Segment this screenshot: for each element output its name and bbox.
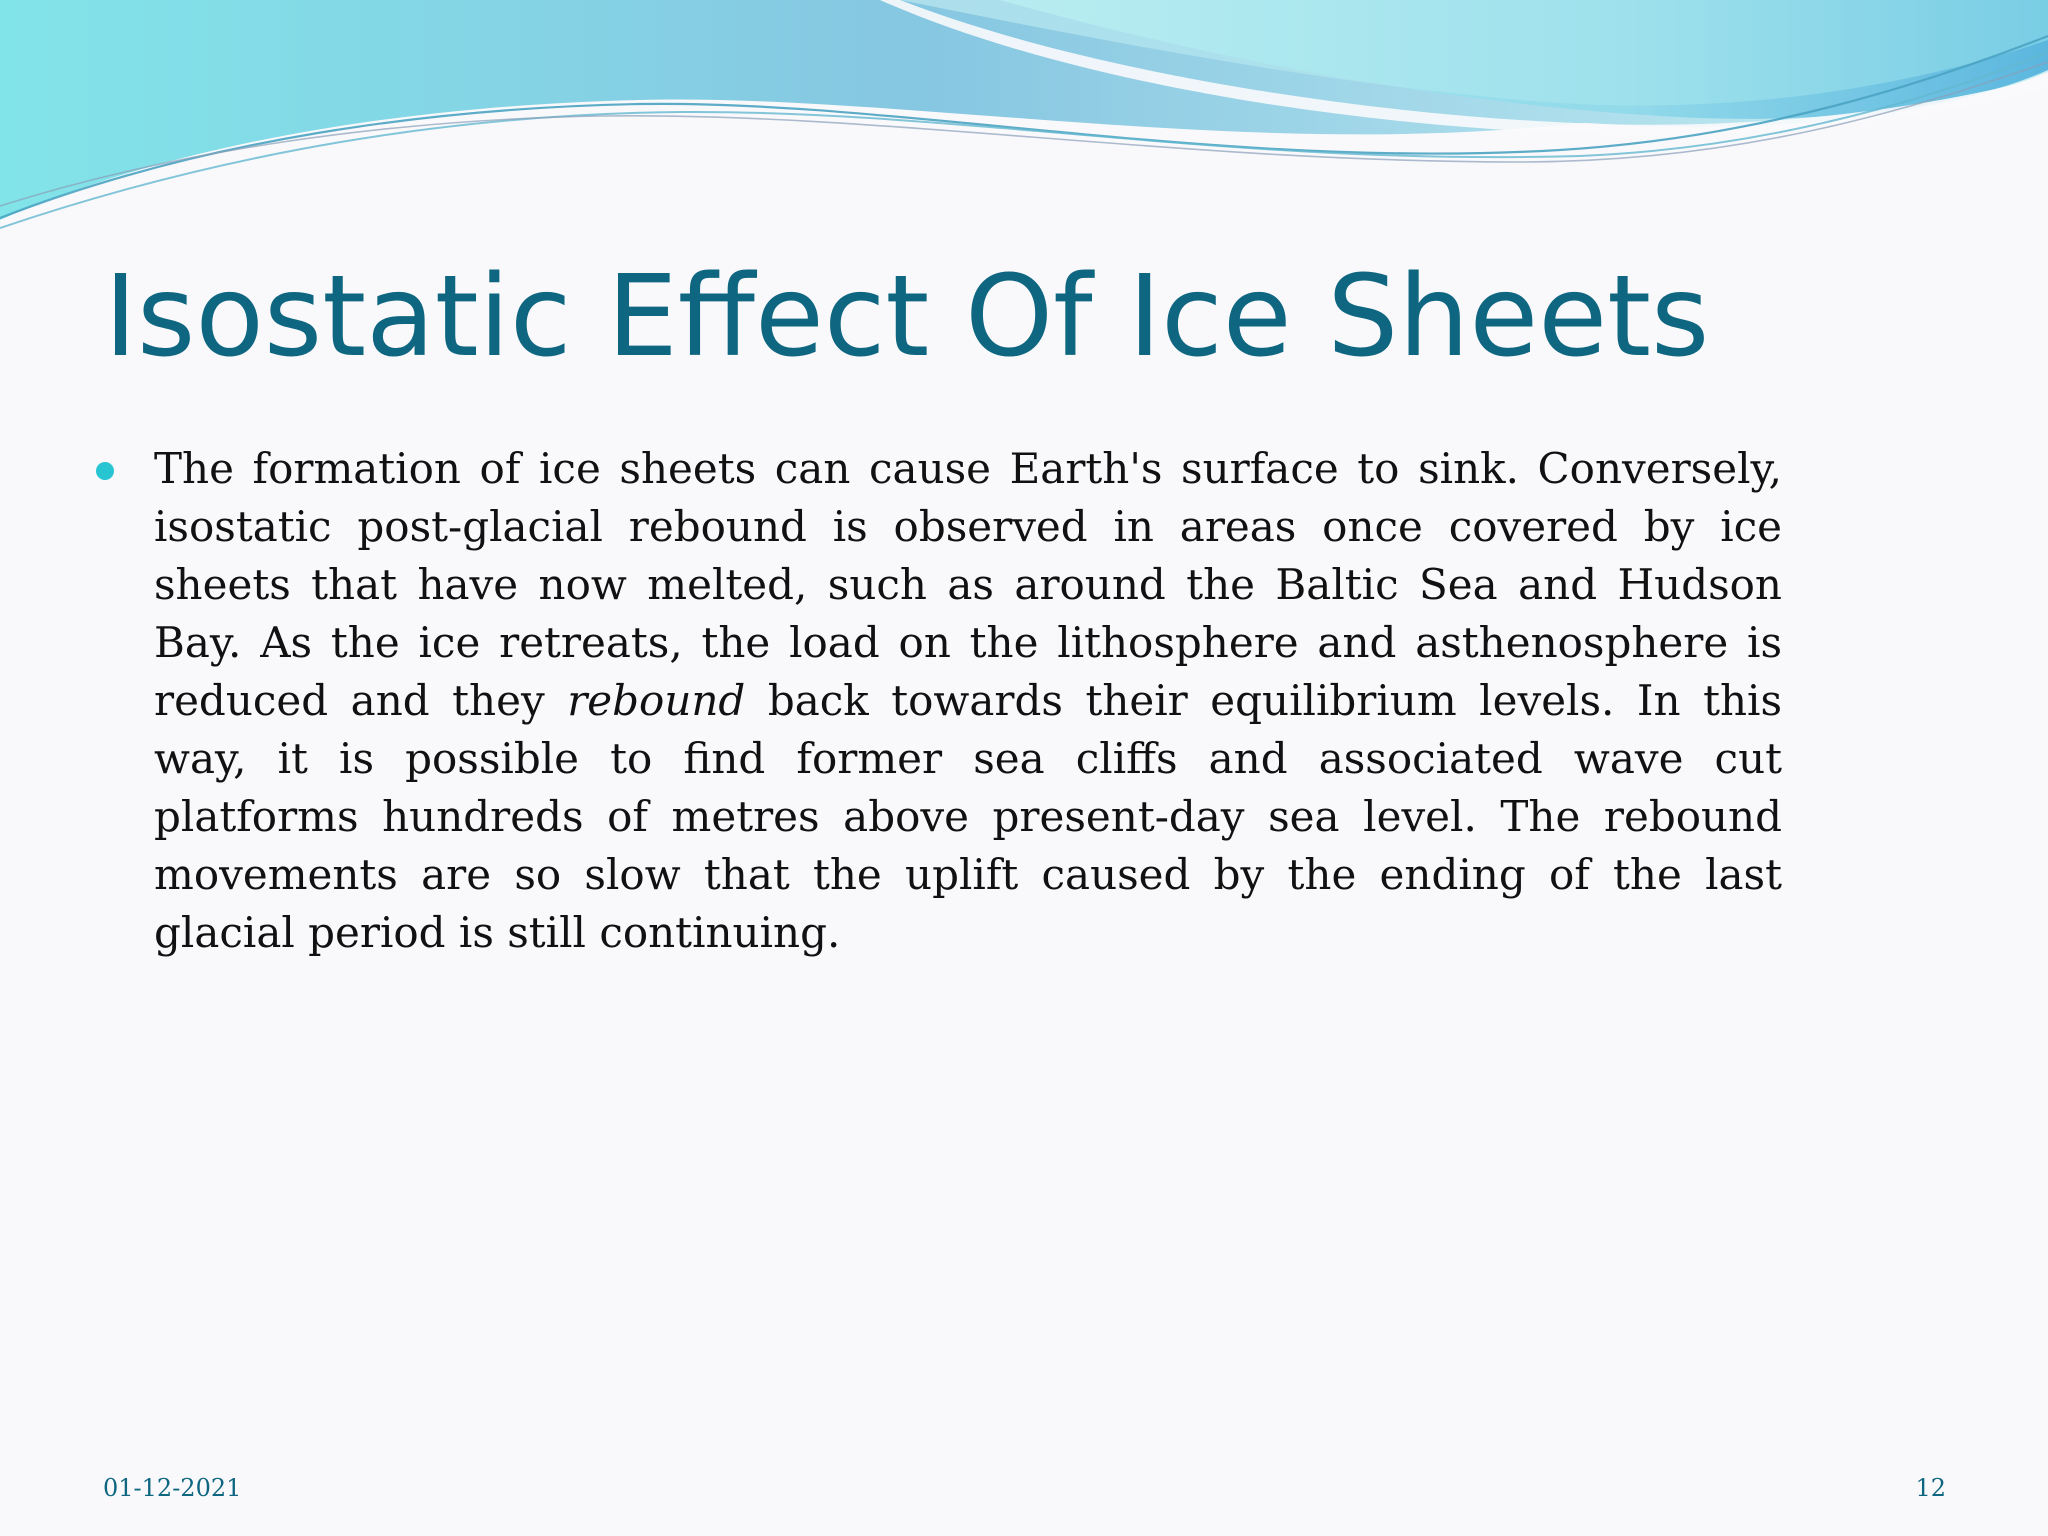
- decorative-wave-header: [0, 0, 2048, 240]
- footer-date: 01-12-2021: [103, 1474, 242, 1502]
- bullet-text-part-2: back towards their equilibrium levels. In this way, it is possible to find former sea cliffs and associated wave cut platforms hundreds of metres above present-day sea level. The rebound movements are so slow that the uplift caused by the ending of the last glacial period is still continuing.: [154, 676, 1782, 957]
- footer-page-number: 12: [1915, 1474, 1946, 1502]
- slide-title: Isostatic Effect Of Ice Sheets: [104, 252, 1710, 382]
- bullet-text-emphasis: rebound: [567, 676, 746, 725]
- bullet-text-part-1: The formation of ice sheets can cause Earth's surface to sink. Conversely, isostatic post-glacial rebound is observed in areas once covered by ice sheets that have now melted, such as around the Baltic Sea and Hudson Bay. As the ice retreats, the load on the lithosphere and asthenosphere is reduced and they: [154, 444, 1782, 725]
- bullet-item: [92, 440, 1782, 962]
- bullet-dot-icon: [96, 462, 114, 480]
- bullet-text: [154, 440, 1782, 962]
- bullet-list: [92, 440, 1782, 962]
